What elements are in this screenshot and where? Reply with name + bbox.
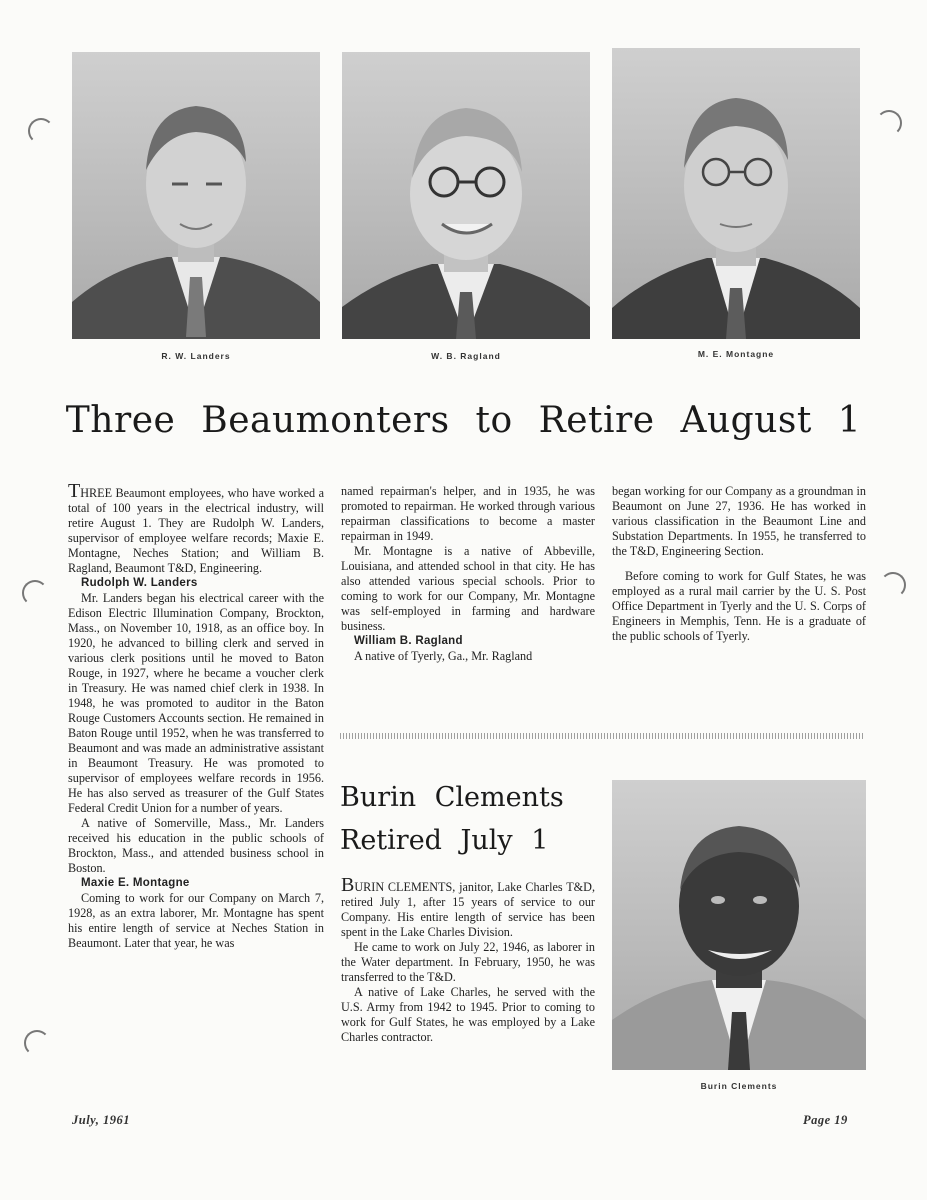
subhead-landers: Rudolph W. Landers (81, 577, 198, 589)
caption-montagne: M. E. Montagne (697, 349, 775, 359)
portrait-landers (72, 52, 320, 339)
montagne-paragraph-2: Mr. Montagne is a native of Abbeville, Louisiana, and attended school in that city. He has also attended various special schools. Prior to coming to work for our Company, Mr. Montagne was self-employed in farming and hardware business. (341, 544, 595, 633)
clements-headline: Burin Clements Retired July 1 (340, 782, 564, 856)
binder-hole-right-mid (880, 572, 906, 598)
clements-paragraph-2: He came to work on July 22, 1946, as laborer in the Water department. In February, 1950, he was transferred to the T&D. (341, 940, 595, 984)
clements-paragraph-3: A native of Lake Charles, he served with the U.S. Army from 1942 to 1945. Prior to coming to work for Gulf States, he was employed by a Lake Charles contractor. (341, 985, 595, 1044)
binder-hole-right-top (876, 110, 902, 136)
article-column-1 (68, 480, 324, 951)
page-number: Page 19 (803, 1113, 848, 1127)
intro-paragraph: THREE Beaumont employees, who have worked a total of 100 years in the electrical industry, will retire August 1. They are Rudolph W. Landers, supervisor of employee welfare records; Maxie E. Montagne, Neches Station; and William B. Ragland, Beaumont T&D, Engineering. (68, 480, 324, 575)
article-column-3 (612, 484, 866, 644)
clements-dropcap: B (341, 874, 355, 896)
ragland-paragraph-1a: A native of Tyerly, Ga., Mr. Ragland (354, 649, 533, 663)
article-headline: Three Beaumonters to Retire August 1 (65, 400, 862, 441)
subhead-ragland: William B. Ragland (354, 635, 463, 647)
landers-paragraph-1: Mr. Landers began his electrical career with the Edison Electric Illumination Company, Brockton, Mass., on November 10, 1918, as an office boy. In 1920, he advanced to billing clerk and served in various clerk positions until he moved to Baton Rouge, in 1927, where he became a voucher clerk in Treasury. He was named chief clerk in 1938. In 1948, he was promoted to auditor in the Baton Rouge Customers Accounts section. He remained in Baton Rouge until 1952, when he was transferred to Beaumont and was made an administrative assistant in Beaumont Treasury. He was promoted to supervisor of employees welfare records in 1956. He has also served as treasurer of the Gulf States Federal Credit Union for a number of years. (68, 591, 324, 815)
binder-hole-left-mid (22, 580, 48, 606)
clements-paragraph-1: BURIN CLEMENTS, janitor, Lake Charles T&D, retired July 1, after 15 years of service to our Company. His entire length of service has been spent in the Lake Charles Division. (341, 874, 595, 939)
article-column-2 (341, 484, 595, 664)
section-divider (340, 733, 864, 739)
ragland-paragraph-1b: began working for our Company as a groundman in Beaumont on June 27, 1936. He has worked in various classification in the Beaumont Line and Substation Departments. In 1955, he transferred to the T&D, Engineering Section. (612, 484, 866, 558)
intro-dropcap: T (68, 480, 81, 502)
ragland-paragraph-2: Before coming to work for Gulf States, he was employed as a rural mail carrier by the U. S. Post Office Department in Tyerly and the U. S. Corps of Engineers in Memphis, Tenn. He is a graduate of the public schools of Tyerly. (612, 569, 866, 643)
caption-clements: Burin Clements (700, 1081, 778, 1091)
binder-hole-left-bottom (24, 1030, 50, 1056)
portrait-ragland (342, 52, 590, 339)
montagne-paragraph-1a: Coming to work for our Company on March 7, 1928, as an extra laborer, Mr. Montagne has spent his entire length of service at Neches Station in Beaumont. Later that year, he was (68, 891, 324, 950)
binder-hole-left-top (28, 118, 54, 144)
portrait-clements (612, 780, 866, 1070)
landers-paragraph-2: A native of Somerville, Mass., Mr. Landers received his education in the public schools of Brockton, Mass., and attended business school in Boston. (68, 816, 324, 875)
caption-landers: R. W. Landers (161, 351, 231, 361)
subhead-montagne: Maxie E. Montagne (81, 877, 190, 889)
clements-column (341, 874, 595, 1045)
montagne-paragraph-1b: named repairman's helper, and in 1935, he was promoted to repairman. He worked through various repairman classifications to become a master repairman in 1949. (341, 484, 595, 543)
portrait-montagne (612, 48, 860, 339)
caption-ragland: W. B. Ragland (431, 351, 501, 361)
issue-date: July, 1961 (72, 1113, 131, 1127)
